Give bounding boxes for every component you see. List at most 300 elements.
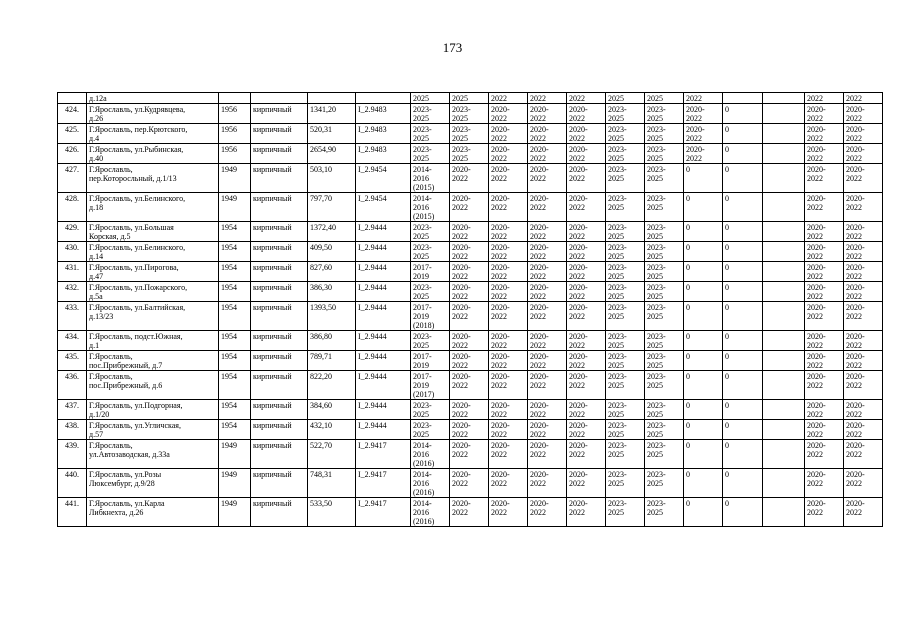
period-cell: 0 xyxy=(684,469,723,498)
period-cell: 2020- 2022 xyxy=(567,302,606,331)
empty-cell xyxy=(763,144,805,164)
year-cell: 1949 xyxy=(219,440,251,469)
period-cell: 2020- 2022 xyxy=(844,469,883,498)
series-cell: I_2.9444 xyxy=(356,420,411,440)
period-cell: 2020- 2022 xyxy=(528,498,567,527)
year-cell: 1954 xyxy=(219,242,251,262)
row-number: 426. xyxy=(58,144,87,164)
period-cell: 2020- 2022 xyxy=(805,222,844,242)
zero-cell: 0 xyxy=(723,420,763,440)
row-number: 435. xyxy=(58,351,87,371)
period-cell: 2023- 2025 xyxy=(411,124,450,144)
period-cell: 2020- 2022 xyxy=(567,498,606,527)
period-cell: 2023- 2025 xyxy=(645,371,684,400)
area-cell: 1393,50 xyxy=(308,302,356,331)
period-cell: 2020- 2022 xyxy=(844,420,883,440)
period-cell: 2020- 2022 xyxy=(684,144,723,164)
table-row xyxy=(58,262,883,282)
period-cell: 2020- 2022 xyxy=(805,193,844,222)
period-cell: 2023- 2025 xyxy=(606,498,645,527)
period-cell: 2020- 2022 xyxy=(528,193,567,222)
series-cell: I_2.9417 xyxy=(356,498,411,527)
series-cell: I_2.9454 xyxy=(356,164,411,193)
row-number: 434. xyxy=(58,331,87,351)
period-cell: 2023- 2025 xyxy=(450,104,489,124)
period-cell: 2020- 2022 xyxy=(844,104,883,124)
zero-cell: 0 xyxy=(723,242,763,262)
empty-cell xyxy=(763,331,805,351)
period-cell: 2023- 2025 xyxy=(645,144,684,164)
period-cell: 2020- 2022 xyxy=(844,331,883,351)
period-cell: 2020- 2022 xyxy=(489,331,528,351)
period-cell: 2020- 2022 xyxy=(489,440,528,469)
period-cell: 2020- 2022 xyxy=(450,400,489,420)
year-cell: 1954 xyxy=(219,262,251,282)
empty-cell xyxy=(763,420,805,440)
material-cell: кирпичный xyxy=(251,242,308,262)
period-cell: 2020- 2022 xyxy=(805,371,844,400)
period-cell: 0 xyxy=(684,193,723,222)
period-cell: 2020- 2022 xyxy=(844,351,883,371)
area-cell: 384,60 xyxy=(308,400,356,420)
period-cell: 2023- 2025 xyxy=(450,144,489,164)
address-cell: Г.Ярославль, пос.Прибрежный, д.7 xyxy=(87,351,219,371)
zero-cell: 0 xyxy=(723,193,763,222)
period-cell: 2020- 2022 xyxy=(450,242,489,262)
address-cell: Г.Ярославль, ул.Подгорная, д.1/20 xyxy=(87,400,219,420)
area-cell: 827,60 xyxy=(308,262,356,282)
empty-cell xyxy=(763,371,805,400)
period-cell: 0 xyxy=(684,400,723,420)
series-cell: I_2.9454 xyxy=(356,193,411,222)
period-cell: 2020- 2022 xyxy=(567,104,606,124)
row-number: 433. xyxy=(58,302,87,331)
address-cell: Г.Ярославль, ул.Пирогова, д.47 xyxy=(87,262,219,282)
period-cell: 2023- 2025 xyxy=(411,400,450,420)
period-cell: 2022 xyxy=(567,93,606,104)
series-cell: I_2.9483 xyxy=(356,104,411,124)
material-cell: кирпичный xyxy=(251,469,308,498)
zero-cell: 0 xyxy=(723,331,763,351)
address-cell: Г.Ярославль, пер.Крютского, д.4 xyxy=(87,124,219,144)
period-cell: 2020- 2022 xyxy=(844,440,883,469)
period-cell: 2020- 2022 xyxy=(805,282,844,302)
period-cell: 2020- 2022 xyxy=(567,351,606,371)
period-cell: 2022 xyxy=(489,93,528,104)
period-cell: 2023- 2025 xyxy=(411,242,450,262)
period-cell: 2020- 2022 xyxy=(805,302,844,331)
zero-cell: 0 xyxy=(723,262,763,282)
zero-cell: 0 xyxy=(723,222,763,242)
period-cell: 2022 xyxy=(844,93,883,104)
area-cell: 748,31 xyxy=(308,469,356,498)
period-cell: 2017- 2019 (2018) xyxy=(411,302,450,331)
row-number: 431. xyxy=(58,262,87,282)
period-cell: 2020- 2022 xyxy=(684,104,723,124)
period-cell: 2025 xyxy=(411,93,450,104)
table-row xyxy=(58,440,883,469)
period-cell: 2020- 2022 xyxy=(567,400,606,420)
empty-cell xyxy=(763,498,805,527)
area-cell: 409,50 xyxy=(308,242,356,262)
period-cell: 2020- 2022 xyxy=(805,262,844,282)
period-cell: 2020- 2022 xyxy=(450,498,489,527)
period-cell: 2014- 2016 (2015) xyxy=(411,164,450,193)
row-number xyxy=(58,93,87,104)
material-cell: кирпичный xyxy=(251,440,308,469)
row-number: 436. xyxy=(58,371,87,400)
period-cell: 2020- 2022 xyxy=(844,144,883,164)
period-cell: 2020- 2022 xyxy=(489,104,528,124)
period-cell: 2023- 2025 xyxy=(645,193,684,222)
period-cell: 2020- 2022 xyxy=(450,440,489,469)
period-cell: 2020- 2022 xyxy=(528,351,567,371)
table-row xyxy=(58,420,883,440)
period-cell: 2020- 2022 xyxy=(844,164,883,193)
period-cell: 2020- 2022 xyxy=(450,302,489,331)
address-cell: Г.Ярославль, ул.Угличская, д.57 xyxy=(87,420,219,440)
area-cell: 520,31 xyxy=(308,124,356,144)
zero-cell: 0 xyxy=(723,164,763,193)
period-cell: 2017- 2019 xyxy=(411,351,450,371)
series-cell: I_2.9444 xyxy=(356,351,411,371)
empty-cell xyxy=(763,93,805,104)
period-cell: 2020- 2022 xyxy=(844,282,883,302)
period-cell: 2020- 2022 xyxy=(844,193,883,222)
series-cell: I_2.9444 xyxy=(356,282,411,302)
period-cell: 2020- 2022 xyxy=(805,242,844,262)
area-cell: 432,10 xyxy=(308,420,356,440)
area-cell xyxy=(308,93,356,104)
period-cell: 2022 xyxy=(805,93,844,104)
area-cell: 822,20 xyxy=(308,371,356,400)
empty-cell xyxy=(763,440,805,469)
zero-cell: 0 xyxy=(723,124,763,144)
period-cell: 2020- 2022 xyxy=(805,104,844,124)
period-cell: 2020- 2022 xyxy=(450,222,489,242)
period-cell: 2020- 2022 xyxy=(805,498,844,527)
period-cell: 2023- 2025 xyxy=(606,302,645,331)
area-cell: 1341,20 xyxy=(308,104,356,124)
period-cell: 2020- 2022 xyxy=(450,469,489,498)
series-cell: I_2.9444 xyxy=(356,262,411,282)
table-row xyxy=(58,93,883,104)
period-cell: 2020- 2022 xyxy=(528,242,567,262)
period-cell: 0 xyxy=(684,262,723,282)
area-cell: 386,30 xyxy=(308,282,356,302)
series-cell: I_2.9444 xyxy=(356,371,411,400)
area-cell: 789,71 xyxy=(308,351,356,371)
address-cell: Г.Ярославль, ул.Карла Либкнехта, д.26 xyxy=(87,498,219,527)
period-cell: 2020- 2022 xyxy=(489,371,528,400)
row-number: 424. xyxy=(58,104,87,124)
period-cell: 2020- 2022 xyxy=(844,498,883,527)
period-cell: 2025 xyxy=(606,93,645,104)
period-cell: 2023- 2025 xyxy=(606,420,645,440)
period-cell: 2020- 2022 xyxy=(567,222,606,242)
period-cell: 2020- 2022 xyxy=(805,400,844,420)
period-cell: 2025 xyxy=(645,93,684,104)
period-cell: 2020- 2022 xyxy=(844,371,883,400)
period-cell: 2023- 2025 xyxy=(606,371,645,400)
period-cell: 2020- 2022 xyxy=(567,193,606,222)
area-cell: 533,50 xyxy=(308,498,356,527)
area-cell: 522,70 xyxy=(308,440,356,469)
period-cell: 0 xyxy=(684,302,723,331)
address-cell: Г.Ярославль, ул.Большая Корская, д.5 xyxy=(87,222,219,242)
empty-cell xyxy=(763,351,805,371)
period-cell: 2020- 2022 xyxy=(489,420,528,440)
material-cell: кирпичный xyxy=(251,282,308,302)
period-cell: 2017- 2019 xyxy=(411,262,450,282)
period-cell: 2023- 2025 xyxy=(645,104,684,124)
zero-cell: 0 xyxy=(723,469,763,498)
zero-cell xyxy=(723,93,763,104)
year-cell: 1956 xyxy=(219,124,251,144)
series-cell: I_2.9417 xyxy=(356,469,411,498)
period-cell: 2020- 2022 xyxy=(489,242,528,262)
period-cell: 2023- 2025 xyxy=(411,331,450,351)
material-cell: кирпичный xyxy=(251,371,308,400)
period-cell: 2023- 2025 xyxy=(606,440,645,469)
table-row xyxy=(58,222,883,242)
material-cell: кирпичный xyxy=(251,124,308,144)
address-cell: Г.Ярославль, ул.Белинского, д.18 xyxy=(87,193,219,222)
period-cell: 2023- 2025 xyxy=(606,331,645,351)
period-cell: 2023- 2025 xyxy=(411,144,450,164)
period-cell: 2023- 2025 xyxy=(411,222,450,242)
table-row xyxy=(58,164,883,193)
area-cell: 1372,40 xyxy=(308,222,356,242)
period-cell: 2023- 2025 xyxy=(606,400,645,420)
table-row xyxy=(58,242,883,262)
table-row xyxy=(58,144,883,164)
page-number: 173 xyxy=(442,40,463,55)
period-cell: 2023- 2025 xyxy=(450,124,489,144)
period-cell: 2025 xyxy=(450,93,489,104)
material-cell: кирпичный xyxy=(251,144,308,164)
address-cell: Г.Ярославль, ул.Белинского, д.14 xyxy=(87,242,219,262)
table-row xyxy=(58,331,883,351)
period-cell: 2020- 2022 xyxy=(844,302,883,331)
series-cell: I_2.9444 xyxy=(356,400,411,420)
period-cell: 2020- 2022 xyxy=(489,262,528,282)
address-cell: Г.Ярославль, пос.Прибрежный, д.6 xyxy=(87,371,219,400)
period-cell: 2014- 2016 (2016) xyxy=(411,469,450,498)
period-cell: 2017- 2019 (2017) xyxy=(411,371,450,400)
period-cell: 2020- 2022 xyxy=(805,144,844,164)
period-cell: 2020- 2022 xyxy=(489,302,528,331)
empty-cell xyxy=(763,400,805,420)
empty-cell xyxy=(763,124,805,144)
period-cell: 2020- 2022 xyxy=(450,164,489,193)
period-cell: 2020- 2022 xyxy=(450,331,489,351)
period-cell: 2020- 2022 xyxy=(450,351,489,371)
material-cell: кирпичный xyxy=(251,331,308,351)
row-number: 432. xyxy=(58,282,87,302)
period-cell: 2020- 2022 xyxy=(450,371,489,400)
period-cell: 2023- 2025 xyxy=(606,164,645,193)
year-cell: 1949 xyxy=(219,193,251,222)
series-cell: I_2.9483 xyxy=(356,124,411,144)
year-cell: 1954 xyxy=(219,351,251,371)
empty-cell xyxy=(763,262,805,282)
period-cell: 2020- 2022 xyxy=(805,124,844,144)
period-cell: 2020- 2022 xyxy=(567,262,606,282)
series-cell: I_2.9444 xyxy=(356,242,411,262)
period-cell: 2023- 2025 xyxy=(606,144,645,164)
period-cell: 2020- 2022 xyxy=(489,222,528,242)
period-cell: 0 xyxy=(684,440,723,469)
period-cell: 2023- 2025 xyxy=(645,351,684,371)
address-cell: Г.Ярославль, подст.Южная, д.1 xyxy=(87,331,219,351)
period-cell: 2023- 2025 xyxy=(411,104,450,124)
period-cell: 2014- 2016 (2016) xyxy=(411,440,450,469)
table-row xyxy=(58,124,883,144)
period-cell: 2020- 2022 xyxy=(844,262,883,282)
area-cell: 386,80 xyxy=(308,331,356,351)
period-cell: 2020- 2022 xyxy=(489,164,528,193)
empty-cell xyxy=(763,469,805,498)
period-cell: 2020- 2022 xyxy=(567,144,606,164)
period-cell: 2020- 2022 xyxy=(528,302,567,331)
period-cell: 2014- 2016 (2015) xyxy=(411,193,450,222)
period-cell: 2020- 2022 xyxy=(567,440,606,469)
table-row xyxy=(58,351,883,371)
table-row xyxy=(58,371,883,400)
period-cell: 2020- 2022 xyxy=(805,331,844,351)
period-cell: 2020- 2022 xyxy=(528,144,567,164)
zero-cell: 0 xyxy=(723,351,763,371)
period-cell: 2023- 2025 xyxy=(645,124,684,144)
period-cell: 2022 xyxy=(684,93,723,104)
table-row xyxy=(58,400,883,420)
period-cell: 2020- 2022 xyxy=(567,331,606,351)
empty-cell xyxy=(763,193,805,222)
address-cell: Г.Ярославль, ул.Пожарского, д.5а xyxy=(87,282,219,302)
address-cell: Г.Ярославль, пер.Которосльный, д.1/13 xyxy=(87,164,219,193)
period-cell: 2020- 2022 xyxy=(567,124,606,144)
empty-cell xyxy=(763,164,805,193)
material-cell: кирпичный xyxy=(251,262,308,282)
period-cell: 2020- 2022 xyxy=(528,104,567,124)
period-cell: 2020- 2022 xyxy=(805,164,844,193)
zero-cell: 0 xyxy=(723,440,763,469)
table-row xyxy=(58,469,883,498)
period-cell: 2020- 2022 xyxy=(528,164,567,193)
period-cell: 2020- 2022 xyxy=(528,371,567,400)
period-cell: 2020- 2022 xyxy=(528,440,567,469)
period-cell: 2020- 2022 xyxy=(450,282,489,302)
period-cell: 2014- 2016 (2016) xyxy=(411,498,450,527)
year-cell xyxy=(219,93,251,104)
series-cell: I_2.9417 xyxy=(356,440,411,469)
zero-cell: 0 xyxy=(723,498,763,527)
material-cell: кирпичный xyxy=(251,104,308,124)
year-cell: 1954 xyxy=(219,331,251,351)
address-cell: д.12а xyxy=(87,93,219,104)
year-cell: 1956 xyxy=(219,104,251,124)
period-cell: 0 xyxy=(684,420,723,440)
period-cell: 2023- 2025 xyxy=(606,242,645,262)
period-cell: 0 xyxy=(684,282,723,302)
period-cell: 2020- 2022 xyxy=(567,242,606,262)
period-cell: 2023- 2025 xyxy=(645,440,684,469)
period-cell: 2020- 2022 xyxy=(805,351,844,371)
period-cell: 2020- 2022 xyxy=(567,469,606,498)
period-cell: 2023- 2025 xyxy=(645,302,684,331)
zero-cell: 0 xyxy=(723,400,763,420)
material-cell: кирпичный xyxy=(251,420,308,440)
period-cell: 0 xyxy=(684,164,723,193)
zero-cell: 0 xyxy=(723,302,763,331)
year-cell: 1954 xyxy=(219,400,251,420)
period-cell: 2020- 2022 xyxy=(844,242,883,262)
period-cell: 2023- 2025 xyxy=(645,469,684,498)
year-cell: 1954 xyxy=(219,371,251,400)
year-cell: 1954 xyxy=(219,282,251,302)
period-cell: 2023- 2025 xyxy=(606,469,645,498)
material-cell: кирпичный xyxy=(251,222,308,242)
row-number: 439. xyxy=(58,440,87,469)
housing-registry-table xyxy=(57,92,883,527)
address-cell: Г.Ярославль, ул.Балтийская, д.13/23 xyxy=(87,302,219,331)
row-number: 440. xyxy=(58,469,87,498)
year-cell: 1949 xyxy=(219,469,251,498)
period-cell: 0 xyxy=(684,351,723,371)
empty-cell xyxy=(763,242,805,262)
period-cell: 2020- 2022 xyxy=(489,193,528,222)
period-cell: 2022 xyxy=(528,93,567,104)
row-number: 441. xyxy=(58,498,87,527)
row-number: 428. xyxy=(58,193,87,222)
area-cell: 2654,90 xyxy=(308,144,356,164)
period-cell: 2020- 2022 xyxy=(567,420,606,440)
period-cell: 2023- 2025 xyxy=(606,351,645,371)
period-cell: 2020- 2022 xyxy=(805,469,844,498)
year-cell: 1954 xyxy=(219,222,251,242)
period-cell: 2023- 2025 xyxy=(606,282,645,302)
material-cell: кирпичный xyxy=(251,302,308,331)
period-cell: 2020- 2022 xyxy=(528,400,567,420)
period-cell: 2023- 2025 xyxy=(645,222,684,242)
period-cell: 2020- 2022 xyxy=(528,469,567,498)
period-cell: 2023- 2025 xyxy=(606,104,645,124)
table-row xyxy=(58,282,883,302)
material-cell: кирпичный xyxy=(251,164,308,193)
address-cell: Г.Ярославль, ул.Автозаводская, д.33а xyxy=(87,440,219,469)
period-cell: 2020- 2022 xyxy=(805,420,844,440)
period-cell: 2023- 2025 xyxy=(645,164,684,193)
empty-cell xyxy=(763,282,805,302)
period-cell: 2023- 2025 xyxy=(411,282,450,302)
table-row xyxy=(58,498,883,527)
year-cell: 1954 xyxy=(219,302,251,331)
period-cell: 2020- 2022 xyxy=(528,331,567,351)
year-cell: 1956 xyxy=(219,144,251,164)
material-cell: кирпичный xyxy=(251,351,308,371)
period-cell: 2020- 2022 xyxy=(489,124,528,144)
table-row xyxy=(58,193,883,222)
zero-cell: 0 xyxy=(723,144,763,164)
series-cell: I_2.9444 xyxy=(356,331,411,351)
year-cell: 1949 xyxy=(219,498,251,527)
period-cell: 0 xyxy=(684,242,723,262)
row-number: 437. xyxy=(58,400,87,420)
period-cell: 0 xyxy=(684,331,723,351)
period-cell: 2020- 2022 xyxy=(489,282,528,302)
period-cell: 2020- 2022 xyxy=(450,262,489,282)
